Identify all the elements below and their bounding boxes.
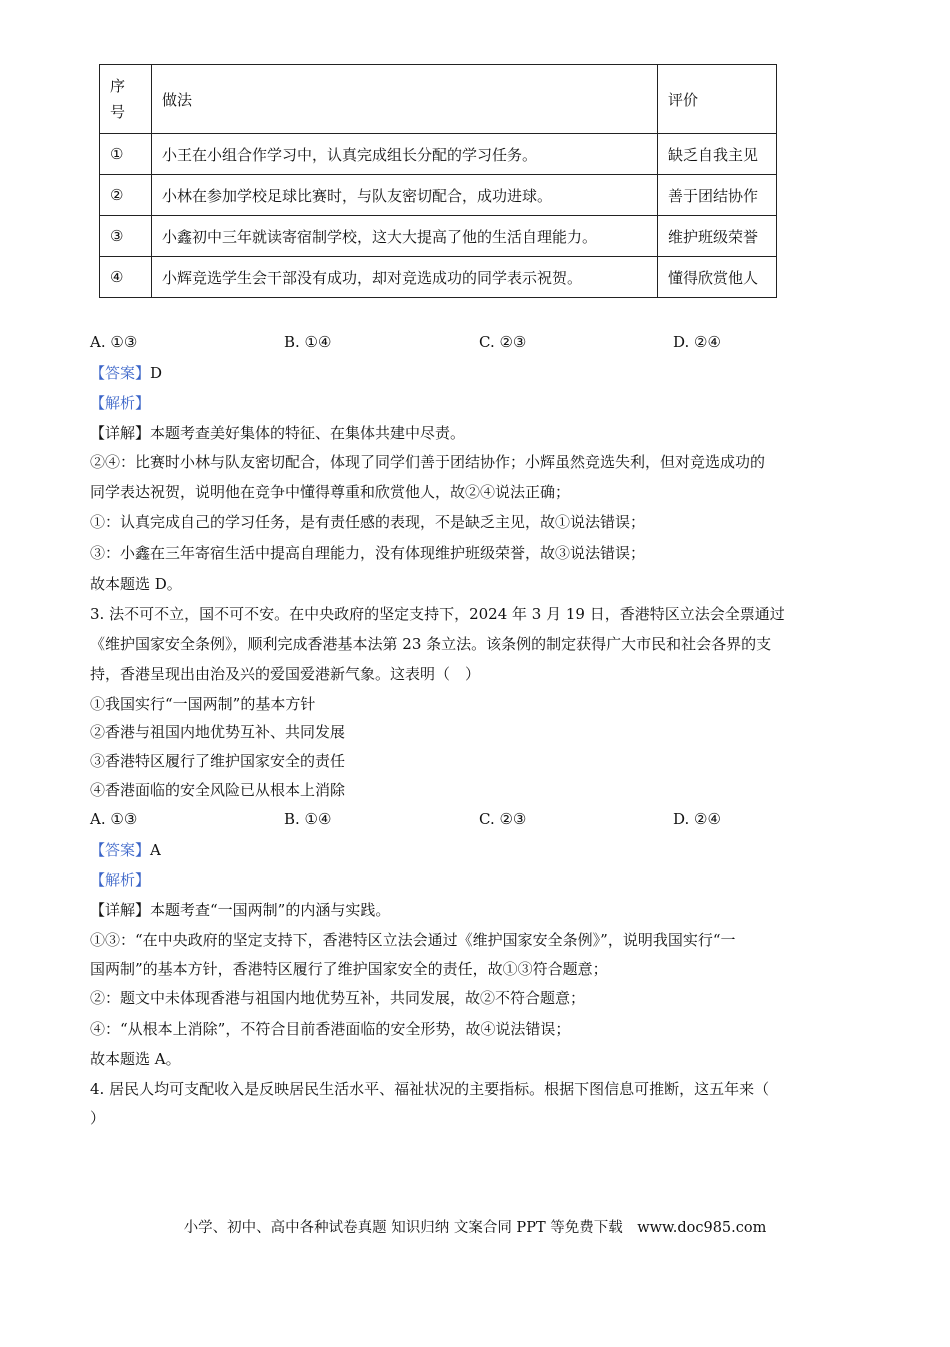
row-number-cell: ① (100, 134, 152, 175)
row-method-cell: 小辉竞选学生会干部没有成功，却对竞选成功的同学表示祝贺。 (152, 257, 658, 298)
q2-option-b: B. ①④ (284, 333, 332, 351)
table-header-row (100, 65, 777, 134)
q3-option-d: D. ②④ (673, 810, 721, 828)
q3-analysis-line: ②：题文中未体现香港与祖国内地优势互补，共同发展，故②不符合题意； (90, 989, 586, 1007)
q3-item: ④香港面临的安全风险已从根本上消除 (90, 781, 346, 799)
header-number-line1: 序 (110, 77, 126, 95)
q2-analysis-line: ②④：比赛时小林与队友密切配合，体现了同学们善于团结协作；小辉虽然竞选失利，但对竞选成功的 (90, 453, 766, 471)
q2-analysis-line: 【详解】本题考查美好集体的特征、在集体共建中尽责。 (90, 424, 466, 442)
q3-analysis-line: ①③：“在中央政府的坚定支持下，香港特区立法会通过《维护国家安全条例》”，说明我国实行“一 (90, 931, 736, 949)
q2-analysis-tag: 【解析】 (90, 394, 151, 412)
q2-analysis-line: 同学表达祝贺，说明他在竞争中懂得尊重和欣赏他人，故②④说法正确； (90, 483, 571, 501)
q3-item: ①我国实行“一国两制”的基本方针 (90, 695, 316, 713)
header-eval-cell: 评价 (658, 65, 777, 134)
q3-analysis-line: 国两制”的基本方针，香港特区履行了维护国家安全的责任，故①③符合题意； (90, 960, 608, 978)
row-method-cell: 小王在小组合作学习中，认真完成组长分配的学习任务。 (152, 134, 658, 175)
page-footer: 小学、初中、高中各种试卷真题 知识归纳 文案合同 PPT 等免费下载 www.doc985.com (183, 1220, 767, 1236)
row-number-cell: ④ (100, 257, 152, 298)
q3-analysis-line: 【详解】本题考查“一国两制”的内涵与实践。 (90, 901, 391, 919)
q3-analysis-tag: 【解析】 (90, 871, 151, 889)
q3-stem-line: 3. 法不可不立，国不可不安。在中央政府的坚定支持下，2024 年 3 月 19 日，香港特区立法会全票通过 (90, 605, 785, 623)
q2-option-c: C. ②③ (479, 333, 527, 351)
q3-option-c: C. ②③ (479, 810, 527, 828)
q3-item: ③香港特区履行了维护国家安全的责任 (90, 752, 346, 770)
row-number-cell: ③ (100, 216, 152, 257)
row-method-cell: 小鑫初中三年就读寄宿制学校，这大大提高了他的生活自理能力。 (152, 216, 658, 257)
q3-stem-line: 持，香港呈现出由治及兴的爱国爱港新气象。这表明（ ） (90, 665, 481, 683)
q3-answer (90, 840, 161, 860)
row-eval-cell: 善于团结协作 (658, 175, 777, 216)
table-row (100, 216, 777, 257)
table-row (100, 134, 777, 175)
q3-option-a: A. ①③ (90, 810, 138, 828)
q3-stem-line: 《维护国家安全条例》，顺利完成香港基本法第 23 条立法。该条例的制定获得广大市民和社会各界的支 (90, 635, 772, 653)
q3-option-b: B. ①④ (284, 810, 332, 828)
header-number-cell (100, 65, 152, 134)
answer-tag: 【答案】 (90, 364, 151, 382)
q2-analysis-line: ③：小鑫在三年寄宿生活中提高自理能力，没有体现维护班级荣誉，故③说法错误； (90, 544, 646, 562)
row-eval-cell: 维护班级荣誉 (658, 216, 777, 257)
row-number-cell: ② (100, 175, 152, 216)
q2-answer (90, 363, 162, 383)
row-eval-cell: 懂得欣赏他人 (658, 257, 777, 298)
q2-analysis-line: 故本题选 D。 (90, 575, 182, 593)
q3-item: ②香港与祖国内地优势互补、共同发展 (90, 723, 346, 741)
q2-option-d: D. ②④ (673, 333, 721, 351)
header-method-cell: 做法 (152, 65, 658, 134)
table-row (100, 175, 777, 216)
practice-evaluation-table (99, 64, 777, 298)
table-row (100, 257, 777, 298)
row-eval-cell: 缺乏自我主见 (658, 134, 777, 175)
row-method-cell: 小林在参加学校足球比赛时，与队友密切配合，成功进球。 (152, 175, 658, 216)
answer-value: D (150, 364, 163, 382)
answer-value: A (150, 841, 161, 859)
q2-option-a: A. ①③ (90, 333, 138, 351)
q3-analysis-line: ④：“从根本上消除”，不符合目前香港面临的安全形势，故④说法错误； (90, 1020, 571, 1038)
q4-stem-line: 4. 居民人均可支配收入是反映居民生活水平、福祉状况的主要指标。根据下图信息可推断，这五年来（ (90, 1080, 770, 1098)
q4-stem-line: ） (90, 1109, 106, 1127)
q2-analysis-line: ①：认真完成自己的学习任务，是有责任感的表现，不是缺乏主见，故①说法错误； (90, 513, 646, 531)
q3-analysis-line: 故本题选 A。 (90, 1050, 181, 1068)
answer-tag: 【答案】 (90, 841, 151, 859)
header-number-line2: 号 (110, 103, 126, 121)
